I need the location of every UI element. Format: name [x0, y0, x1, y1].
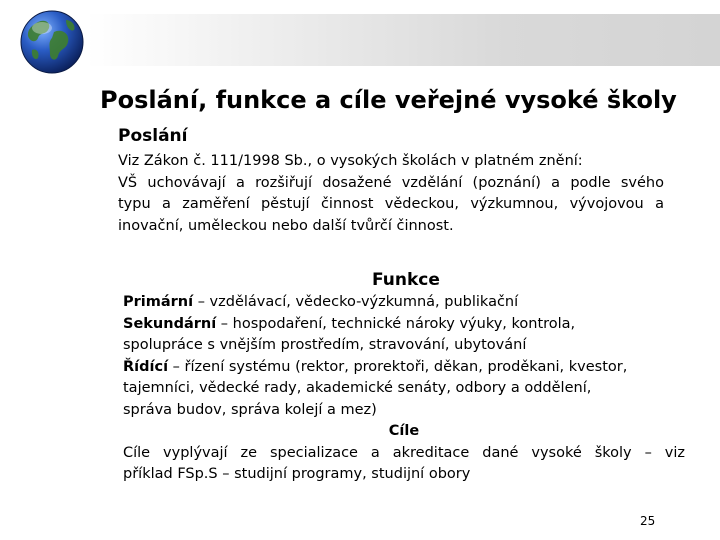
funkce-item-sekundarni — [123, 314, 685, 336]
funkce-continuation: správa budov, správa kolejí a mez) — [123, 401, 377, 418]
funkce-text: – řízení systému (rektor, prorektoři, děkan, proděkani, kvestor, — [168, 358, 628, 375]
funkce-term: Řídící — [123, 358, 169, 375]
section-heading-poslani: Poslání — [118, 126, 188, 146]
funkce-continuation: spolupráce s vnějším prostředím, stravování, ubytování — [123, 337, 527, 353]
poslani-paragraph — [118, 151, 664, 237]
poslani-line: VŠ uchovávají a rozšiřují dosažené vzdělání (poznání) a podle svého — [118, 174, 664, 191]
funkce-term: Sekundární — [123, 315, 217, 332]
header-band — [0, 14, 720, 66]
section-heading-funkce: Funkce — [372, 270, 440, 290]
cile-line: příklad FSp.S – studijní programy, studijní obory — [123, 466, 471, 482]
page-number: 25 — [640, 514, 656, 528]
poslani-line: typu a zaměření pěstují činnost vědeckou, výzkumnou, vývojovou a — [118, 196, 664, 212]
cile-line: Cíle vyplývají ze specializace a akreditace dané vysoké školy – viz — [123, 444, 685, 461]
section-heading-cile: Cíle — [388, 423, 420, 439]
globe-icon — [18, 8, 86, 76]
funkce-term: Primární — [123, 294, 194, 310]
funkce-item-ridici — [123, 357, 685, 379]
poslani-line: Viz Zákon č. 111/1998 Sb., o vysokých školách v platném znění: — [118, 153, 583, 169]
funkce-list — [123, 292, 685, 486]
funkce-text: – hospodaření, technické nároky výuky, kontrola, — [216, 315, 576, 332]
funkce-item-primarni — [123, 292, 685, 314]
funkce-text: – vzdělávací, vědecko-výzkumná, publikační — [193, 294, 519, 310]
funkce-continuation: tajemníci, vědecké rady, akademické senáty, odbory a oddělení, — [123, 380, 592, 396]
slide-title: Poslání, funkce a cíle veřejné vysoké školy — [100, 86, 677, 114]
poslani-line: inovační, uměleckou nebo další tvůrčí činnost. — [118, 217, 454, 234]
